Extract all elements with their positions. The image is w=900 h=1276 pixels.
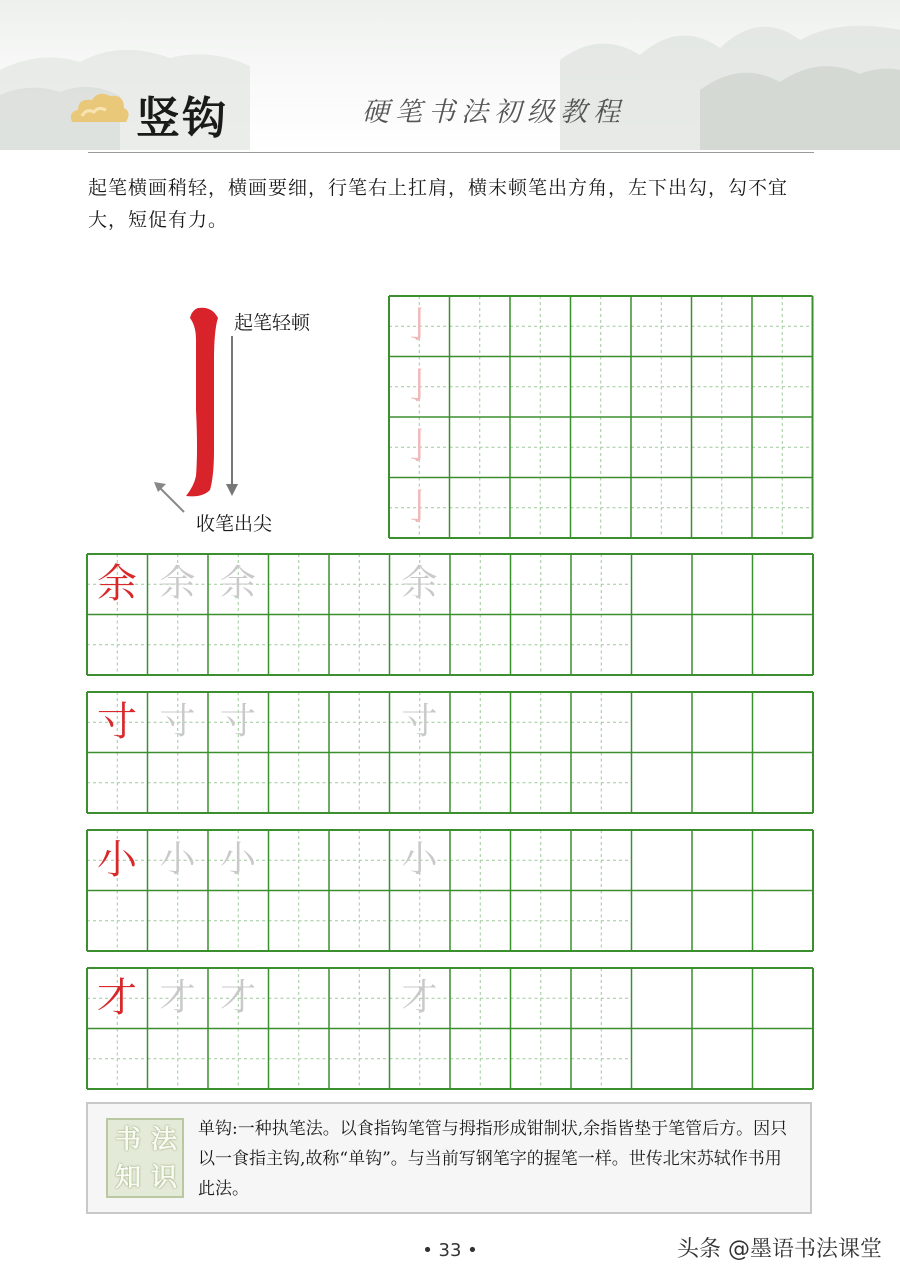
trace-character: 才 xyxy=(219,977,256,1018)
trace-character: 寸 xyxy=(159,701,196,742)
trace-hook-stroke: 亅 xyxy=(400,305,437,346)
sample-character: 才 xyxy=(97,975,137,1021)
book-subtitle: 硬笔书法初级教程 xyxy=(362,97,626,128)
trace-character: 才 xyxy=(401,977,438,1018)
page-title: 竖钩 xyxy=(136,93,228,144)
trace-character: 寸 xyxy=(219,701,256,742)
trace-hook-stroke: 亅 xyxy=(400,486,437,528)
sample-character: 余 xyxy=(97,561,137,607)
trace-character: 才 xyxy=(159,977,196,1018)
trace-character: 余 xyxy=(401,563,438,604)
trace-character: 小 xyxy=(159,839,196,880)
trace-hook-stroke: 亅 xyxy=(400,426,437,467)
page-number: • 33 • xyxy=(422,1240,478,1261)
trace-hook-stroke: 亅 xyxy=(400,365,437,407)
trace-character: 余 xyxy=(159,563,196,604)
label-start-stroke: 起笔轻顿 xyxy=(234,312,311,334)
stroke-description: 起笔横画稍轻，横画要细，行笔右上扛肩，横末顿笔出方角，左下出勾，勾不宜大，短促有力。 xyxy=(88,177,789,231)
badge-char: 法 xyxy=(150,1125,177,1155)
calligraphy-knowledge-box xyxy=(86,1102,812,1214)
knowledge-badge xyxy=(106,1118,184,1198)
trace-character: 小 xyxy=(401,839,438,880)
sample-character: 寸 xyxy=(97,699,137,745)
badge-char: 知 xyxy=(114,1163,141,1193)
trace-character: 寸 xyxy=(401,701,438,742)
knowledge-text: 单钩:一种执笔法。以食指钩笔管与拇指形成钳制状,余指皆垫于笔管后方。因只以一食指主钩,故称“单钩”。与当前写钢笔字的握笔一样。世传北宋苏轼作书用此法。 xyxy=(198,1119,788,1199)
sample-character: 小 xyxy=(97,837,137,883)
trace-character: 余 xyxy=(219,563,256,604)
watermark-text: 头条 @墨语书法课堂 xyxy=(677,1237,882,1262)
badge-char: 识 xyxy=(150,1163,177,1193)
trace-character: 小 xyxy=(219,839,256,880)
label-end-stroke: 收笔出尖 xyxy=(196,513,273,535)
badge-char: 书 xyxy=(114,1125,141,1155)
